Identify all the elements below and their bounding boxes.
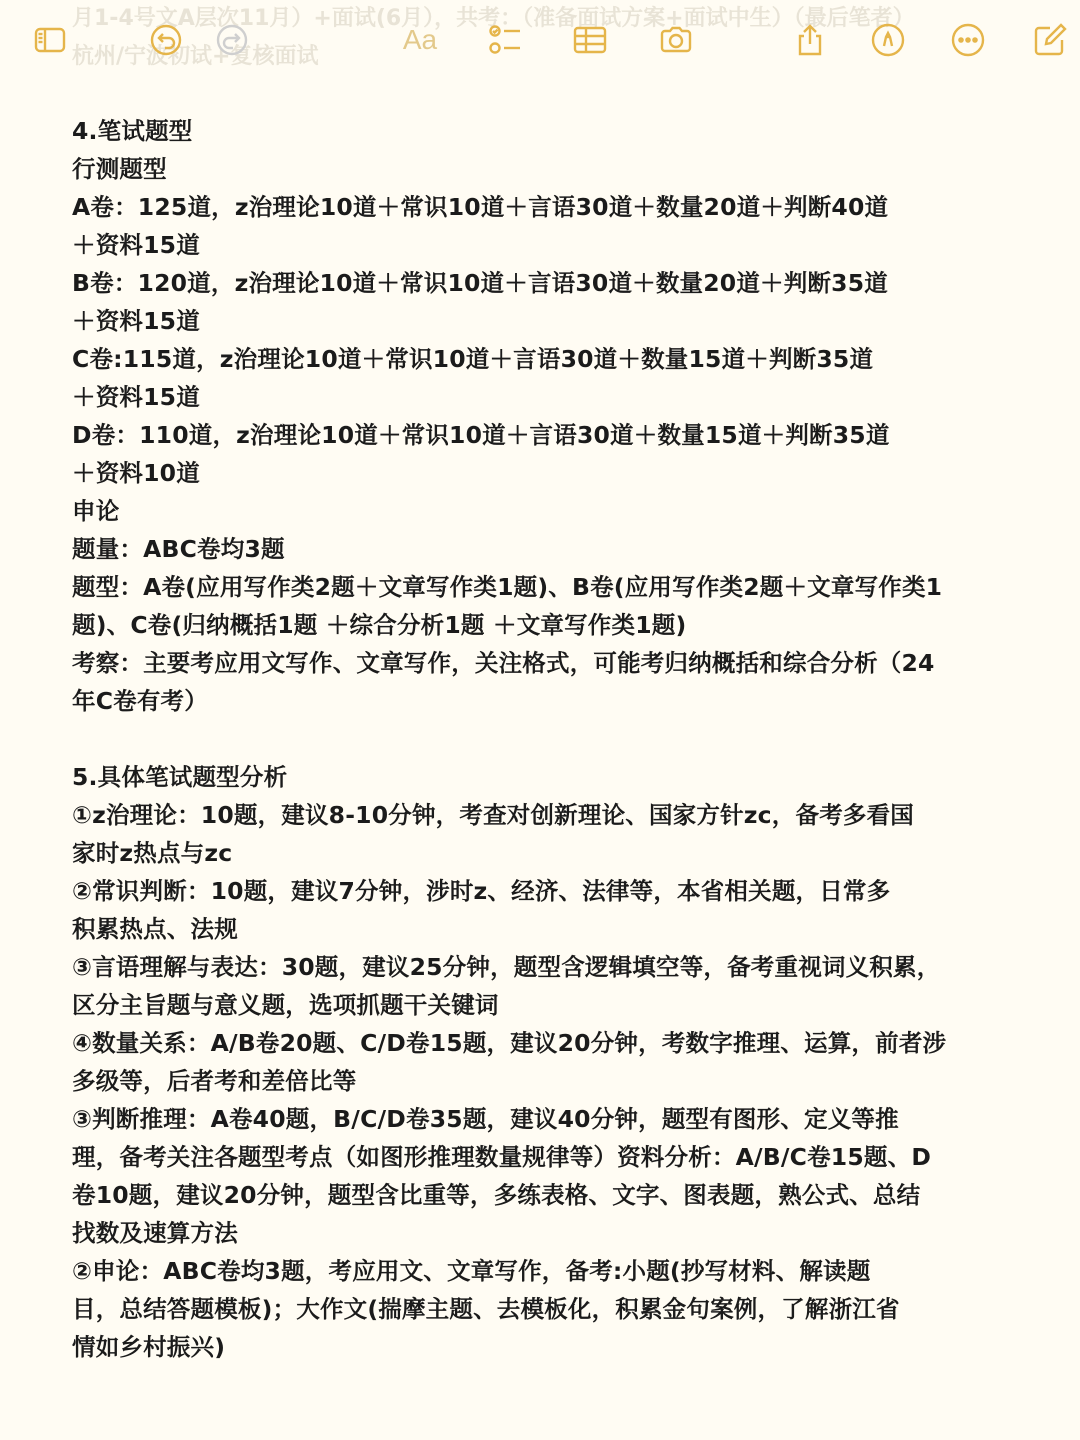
note-line: A卷：125道，z治理论10道＋常识10道＋言语30道＋数量20道＋判断40道 (72, 193, 889, 221)
markup-icon[interactable] (868, 20, 908, 60)
note-line: 4.笔试题型 (72, 117, 193, 145)
note-line: 申论 (72, 497, 120, 525)
note-line: ＋资料10道 (72, 459, 200, 487)
note-line: ③言语理解与表达：30题，建议25分钟，题型含逻辑填空等，备考重视词义积累， (72, 953, 941, 981)
note-line: 多级等，后者考和差倍比等 (72, 1067, 357, 1095)
note-line: 年C卷有考） (72, 687, 208, 715)
note-line: C卷:115道，z治理论10道＋常识10道＋言语30道＋数量15道＋判断35道 (72, 345, 874, 373)
note-line: ④数量关系：A/B卷20题、C/D卷15题，建议20分钟，考数字推理、运算，前者涉 (72, 1029, 947, 1057)
ghost-line: 月1-4号文A层次11月）+面试(6月），共考：（准备面试方案+面试中生）（最后笔者） (72, 6, 915, 31)
note-line: 题)、C卷(归纳概括1题 ＋综合分析1题 ＋文章写作类1题) (72, 611, 687, 639)
note-line: ①z治理论：10题，建议8-10分钟，考查对创新理论、国家方针zc，备考多看国 (72, 801, 914, 829)
note-line: 5.具体笔试题型分析 (72, 763, 288, 791)
note-line: ②申论：ABC卷均3题，考应用文、文章写作，备考:小题(抄写材料、解读题 (72, 1257, 871, 1285)
note-line: 行测题型 (72, 155, 167, 183)
note-line: 理，备考关注各题型考点（如图形推理数量规律等）资料分析：A/B/C卷15题、D (72, 1143, 932, 1171)
blank-line (72, 720, 1022, 758)
checklist-icon[interactable] (486, 20, 526, 60)
note-line: 找数及速算方法 (72, 1219, 238, 1247)
note-line: 考察：主要考应用文写作、文章写作，关注格式，可能考归纳概括和综合分析（24 (72, 649, 935, 677)
compose-icon[interactable] (1030, 20, 1070, 60)
note-line: ＋资料15道 (72, 383, 200, 411)
note-line: ＋资料15道 (72, 307, 200, 335)
note-line: 区分主旨题与意义题，选项抓题干关键词 (72, 991, 499, 1019)
note-line: D卷：110道，z治理论10道＋常识10道＋言语30道＋数量15道＋判断35道 (72, 421, 890, 449)
note-line: B卷：120道，z治理论10道＋常识10道＋言语30道＋数量20道＋判断35道 (72, 269, 888, 297)
camera-icon[interactable] (656, 20, 696, 60)
note-line: 题型：A卷(应用写作类2题＋文章写作类1题)、B卷(应用写作类2题＋文章写作类1 (72, 573, 943, 601)
table-icon[interactable] (570, 20, 610, 60)
note-line: ＋资料15道 (72, 231, 200, 259)
notes-toolbar (0, 0, 1080, 80)
format-icon[interactable] (400, 20, 440, 60)
note-line: 积累热点、法规 (72, 915, 238, 943)
sidebar-icon[interactable] (30, 20, 70, 60)
note-line: 情如乡村振兴) (72, 1333, 226, 1361)
note-body[interactable] (72, 112, 1022, 1366)
more-icon[interactable] (948, 20, 988, 60)
redo-icon[interactable] (212, 20, 252, 60)
note-line: 目，总结答题模板)；大作文(揣摩主题、去模板化，积累金句案例，了解浙江省 (72, 1295, 900, 1323)
note-line: ②常识判断：10题，建议7分钟，涉时z、经济、法律等，本省相关题，日常多 (72, 877, 891, 905)
note-line: 卷10题，建议20分钟，题型含比重等，多练表格、文字、图表题，熟公式、总结 (72, 1181, 921, 1209)
note-line: 家时z热点与zc (72, 839, 233, 867)
undo-icon[interactable] (146, 20, 186, 60)
note-line: ③判断推理：A卷40题，B/C/D卷35题，建议40分钟，题型有图形、定义等推 (72, 1105, 899, 1133)
ghost-line: 杭州/宁波初试+复核面试 (72, 44, 319, 69)
share-icon[interactable] (790, 20, 830, 60)
format-label: Aa (402, 24, 438, 55)
note-line: 题量：ABC卷均3题 (72, 535, 285, 563)
